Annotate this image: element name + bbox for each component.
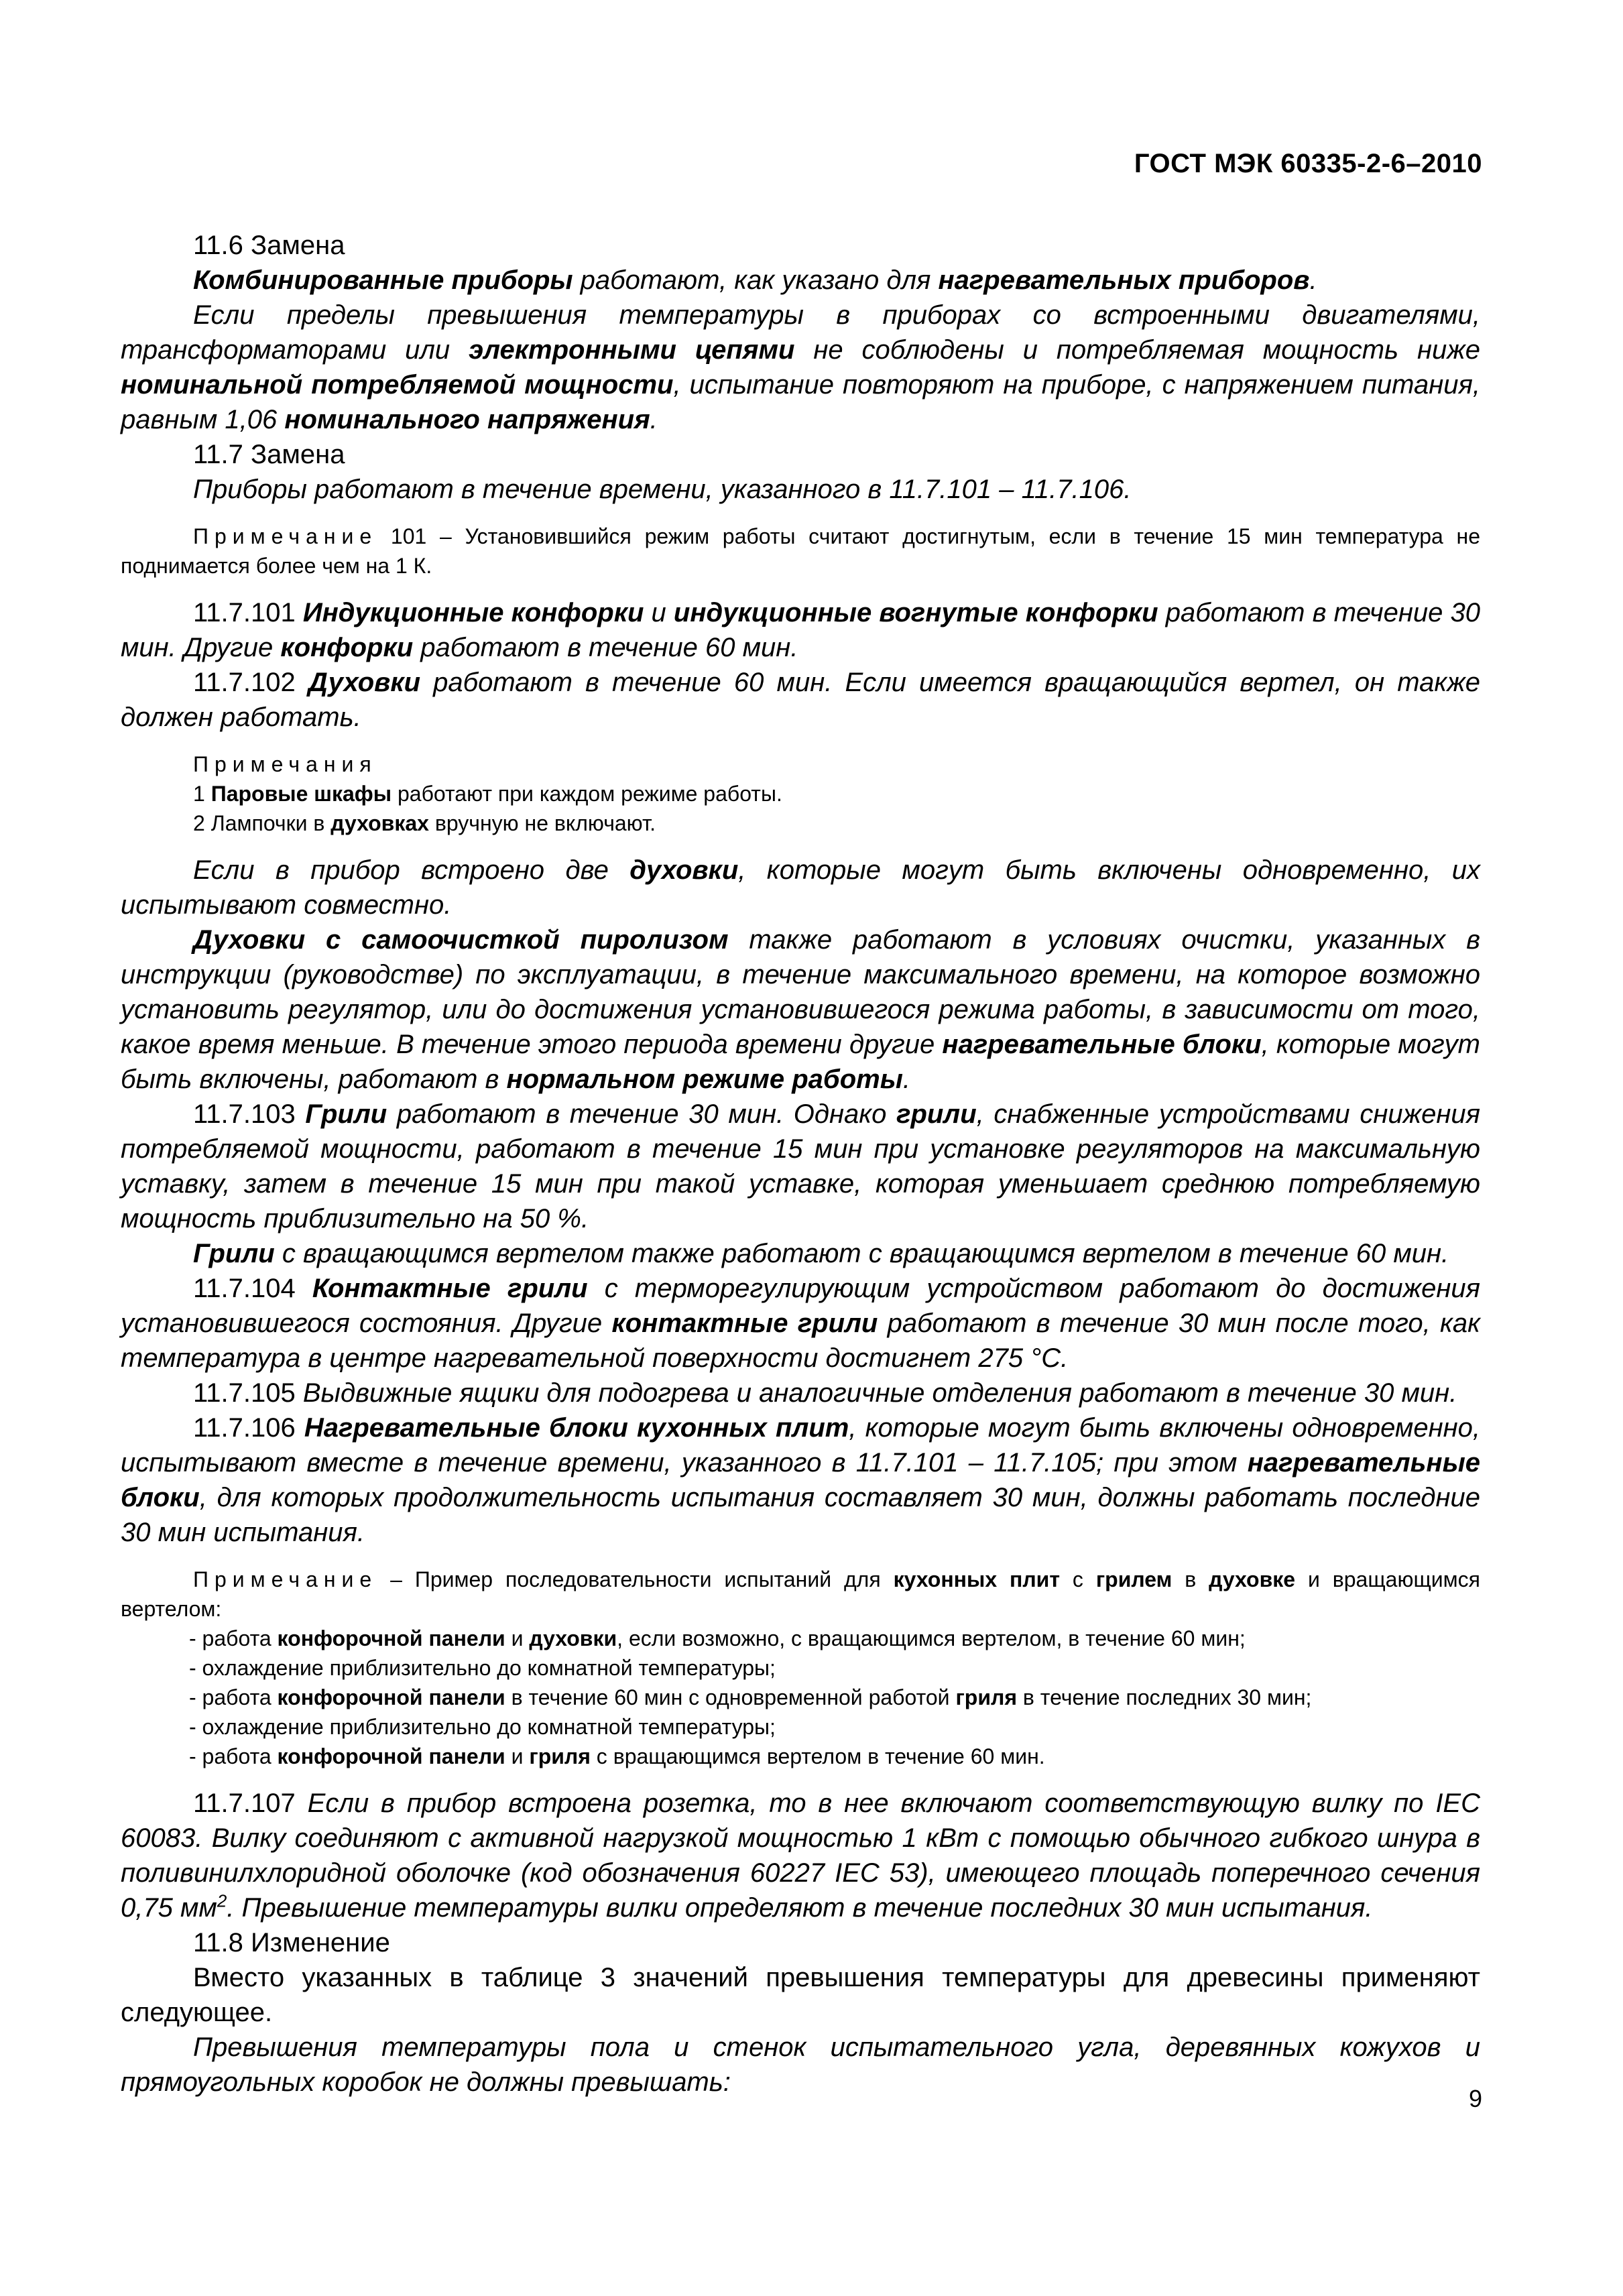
sequence-step-2: - охлаждение приблизительно до комнатной температуры;	[189, 1656, 776, 1680]
notes-heading: Примечания	[193, 752, 377, 776]
note-101: Примечание 101 – Установившийся режим работы считают достигнутым, если в течение 15 мин температура не поднимается более чем на 1 К.	[121, 524, 1480, 578]
clause-11-7-106: 11.7.106 Нагревательные блоки кухонных плит, которые могут быть включены одновременно, испытывают вместе в течение времени, указанного в 11.7.101 – 11.7.105; при этом нагревательные блоки, для которых продолжительность испытания составляет 30 мин, должны работать последние 30 мин испытания.	[121, 1413, 1480, 1547]
paragraph-operating-time: Приборы работают в течение времени, указанного в 11.7.101 – 11.7.106.	[193, 475, 1132, 504]
page-number: 9	[1468, 2085, 1482, 2112]
paragraph-temperature-limits: Если пределы превышения температуры в приборах со встроенными двигателями, трансформаторами или электронными цепями не соблюдены и потребляемая мощность ниже номинальной потребляемой мощности, испытание повторяют на приборе, с напряжением питания, равным 1,06 номинального напряжения.	[121, 300, 1480, 434]
section-11-8-heading: 11.8 Изменение	[193, 1928, 390, 1957]
paragraph-pyrolytic-ovens: Духовки с самоочисткой пиролизом также работают в условиях очистки, указанных в инструкции (руководстве) по эксплуатации, в течение максимального времени, на которое возможно установить регулятор, или до достижения установившегося режима работы, в зависимости от того, какое время меньше. В течение этого периода времени другие нагревательные блоки, которые могут быть включены, работают в нормальном режиме работы.	[121, 925, 1481, 1094]
clause-11-7-101: 11.7.101 Индукционные конфорки и индукционные вогнутые конфорки работают в течение 30 мин. Другие конфорки работают в течение 60 мин.	[121, 598, 1480, 662]
paragraph-temperature-rise-limits: Превышения температуры пола и стенок испытательного угла, деревянных кожухов и прямоугольных коробок не должны превышать:	[121, 2033, 1480, 2097]
section-11-6-heading: 11.6 Замена	[193, 231, 345, 260]
sequence-step-3: - работа конфорочной панели в течение 60 мин с одновременной работой гриля в течение последних 30 мин;	[189, 1685, 1312, 1709]
note-item-2: 2 Лампочки в духовках вручную не включают.	[193, 811, 656, 835]
paragraph-two-ovens: Если в прибор встроено две духовки, которые могут быть включены одновременно, их испытывают совместно.	[121, 855, 1480, 920]
sequence-step-1: - работа конфорочной панели и духовки, если возможно, с вращающимся вертелом, в течение 60 мин;	[189, 1626, 1246, 1650]
clause-11-7-102: 11.7.102 Духовки работают в течение 60 мин. Если имеется вращающийся вертел, он также должен работать.	[121, 668, 1480, 732]
note-item-1: 1 Паровые шкафы работают при каждом режиме работы.	[193, 782, 782, 806]
sequence-step-4: - охлаждение приблизительно до комнатной температуры;	[189, 1715, 776, 1739]
note-label: Примечание	[193, 524, 378, 548]
section-11-7-heading: 11.7 Замена	[193, 440, 345, 469]
paragraph-table-3-instead: Вместо указанных в таблице 3 значений превышения температуры для древесины применяют следующее.	[121, 1963, 1480, 2027]
clause-11-7-104: 11.7.104 Контактные грили с терморегулирующим устройством работают до достижения установившегося состояния. Другие контактные грили работают в течение 30 мин после того, как температура в центре нагревательной поверхности достигнет 275 °С.	[121, 1274, 1481, 1373]
clause-11-7-107: 11.7.107 Если в прибор встроена розетка, то в нее включают соответствующую вилку по IEC 60083. Вилку соединяют с активной нагрузкой мощностью 1 кВт с помощью обычного гибкого шнура в поливинилхлоридной оболочке (код обозначения 60227 IEC 53), имеющего площадь поперечного сечения 0,75 $мм^2$. Превышение температуры вилки определяют в течение последних 30 мин испытания.	[121, 1789, 1481, 1923]
document-body	[121, 228, 1480, 2100]
clause-11-7-103: 11.7.103 Грили работают в течение 30 мин. Однако грили, снабженные устройствами снижения потребляемой мощности, работают в течение 15 мин при установке регуляторов на максимальную уставку, затем в течение 15 мин при такой уставке, которая уменьшает среднюю потребляемую мощность приблизительно на 50 %.	[121, 1099, 1480, 1233]
clause-11-7-105: 11.7.105 Выдвижные ящики для подогрева и аналогичные отделения работают в течение 30 мин.	[193, 1378, 1457, 1408]
document-code-header: ГОСТ МЭК 60335-2-6–2010	[1134, 149, 1482, 178]
paragraph-combined-appliances: Комбинированные приборы работают, как указано для нагревательных приборов.	[193, 265, 1317, 295]
sequence-step-5: - работа конфорочной панели и гриля с вращающимся вертелом в течение 60 мин.	[189, 1744, 1045, 1768]
note-test-sequence: Примечание – Пример последовательности испытаний для кухонных плит с грилем в духовке и вращающимся вертелом:	[121, 1567, 1480, 1621]
paragraph-rotisserie-grills: Грили с вращающимся вертелом также работают с вращающимся вертелом в течение 60 мин.	[193, 1239, 1449, 1268]
